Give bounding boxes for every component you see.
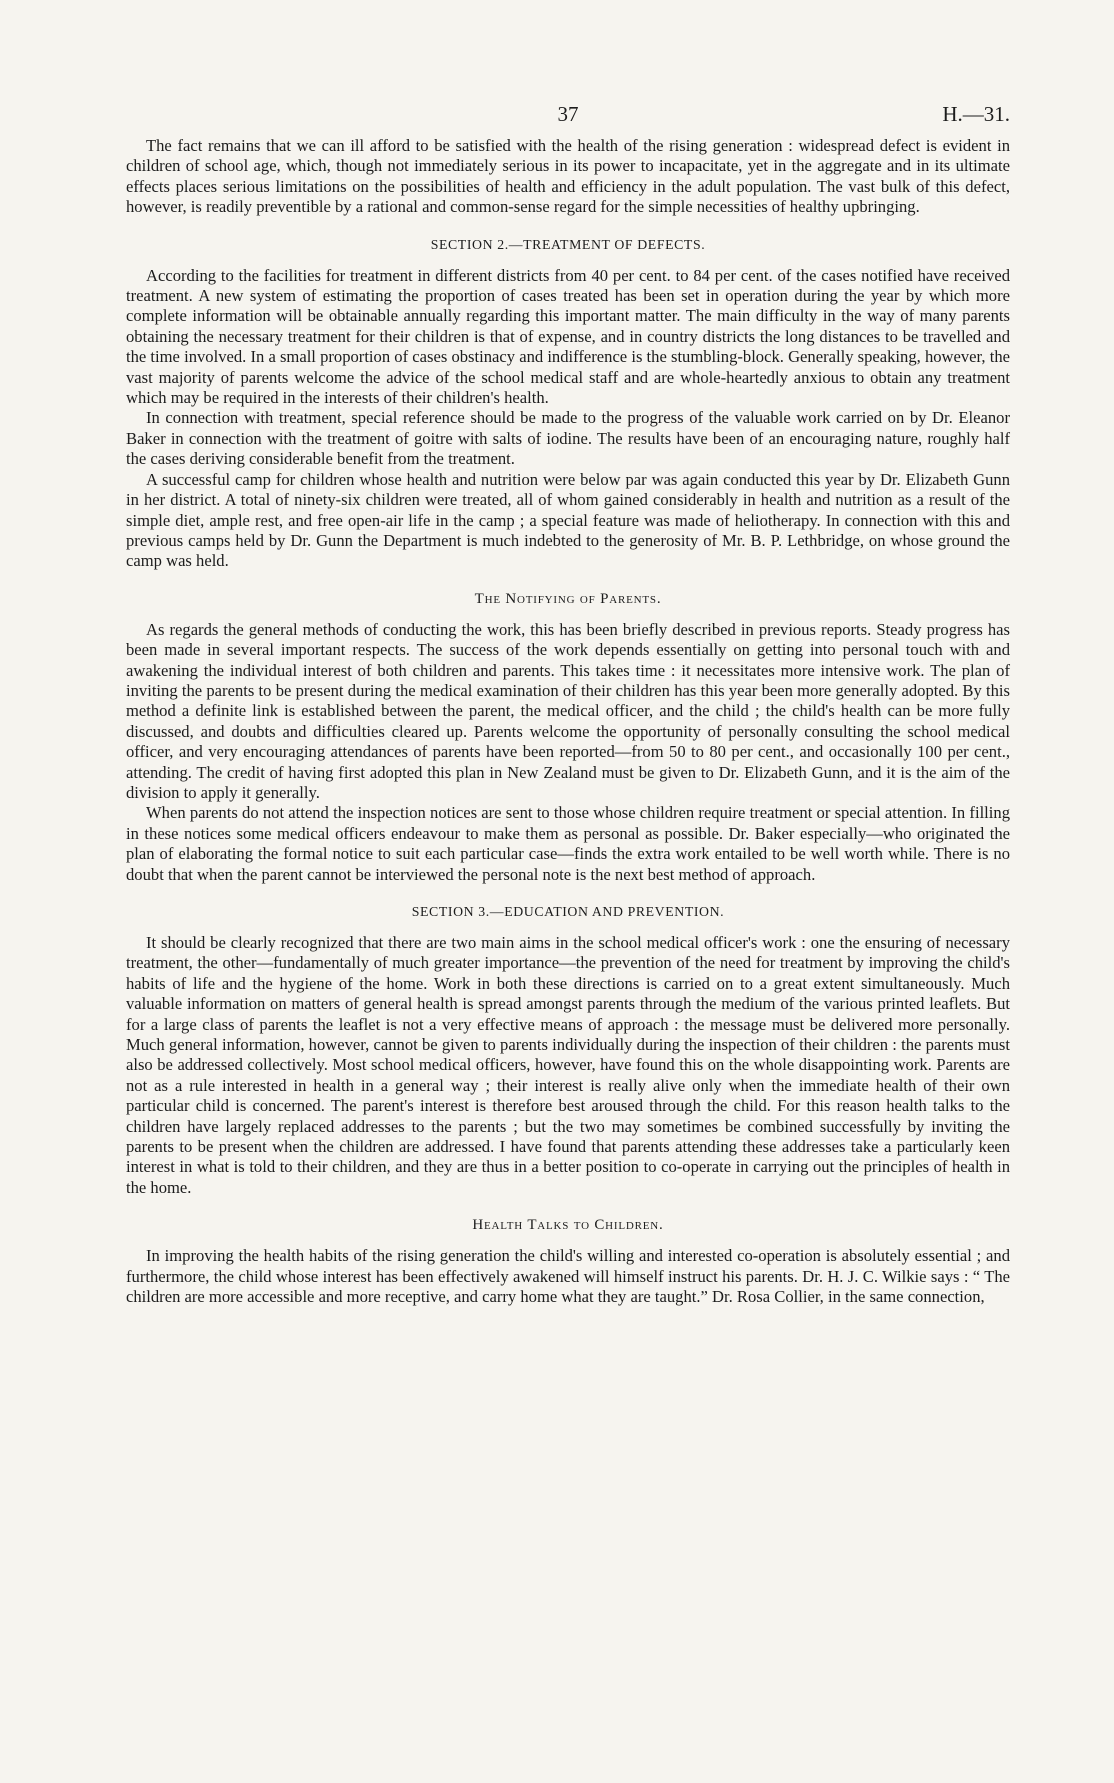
- document-reference: H.—31.: [942, 102, 1010, 126]
- notifying-paragraph-1: As regards the general methods of conducting the work, this has been briefly described in previous reports. Steady progress has been made in several important respects. The success of the work depends essentially on getting into personal touch with and awakening the individual interest of both children and parents. This takes time : it necessitates more intensive work. The plan of inviting the parents to be present during the medical examination of their children has this year been more generally adopted. By this method a definite link is established between the parent, the medical officer, and the child ; the child's health can be more fully discussed, and doubts and difficulties cleared up. Parents welcome the opportunity of personally consulting the school medical officer, and very encouraging attendances of parents have been reported—from 50 to 80 per cent., and occasionally 100 per cent., attending. The credit of having first adopted this plan in New Zealand must be given to Dr. Elizabeth Gunn, and it is the aim of the division to apply it generally.: [126, 619, 1010, 802]
- section-3-heading: SECTION 3.—EDUCATION AND PREVENTION.: [411, 904, 725, 919]
- health-talks-paragraph-1: In improving the health habits of the rising generation the child's willing and interested co-operation is absolutely essential ; and furthermore, the child whose interest has been effectively awakened will himself instruct his parents. Dr. H. J. C. Wilkie says : “ The children are more accessible and more receptive, and carry home what they are taught.” Dr. Rosa Collier, in the same connection,: [126, 1246, 1010, 1307]
- section-2-paragraph-2: In connection with treatment, special reference should be made to the progress of the valuable work carried on by Dr. Eleanor Baker in connection with the treatment of goitre with salts of iodine. The results have been of an encouraging nature, roughly half the cases deriving considerable benefit from the treatment.: [126, 408, 1010, 469]
- section-2-heading: SECTION 2.—TREATMENT OF DEFECTS.: [430, 236, 706, 252]
- section-2-paragraph-1: According to the facilities for treatment in different districts from 40 per cent. to 84 per cent. of the cases notified have received treatment. A new system of estimating the proportion of cases treated has been set in operation during the year by which more complete information will be obtainable annually regarding this important matter. The main difficulty in the way of many parents obtaining the necessary treatment for their children is that of expense, and in country districts the long distances to be travelled and the time involved. In a small proportion of cases obstinacy and indifference is the stumbling-block. Generally speaking, however, the vast majority of parents welcome the advice of the school medical staff and are whole-heartedly anxious to obtain any treatment which may be required in the interests of their children's health.: [126, 265, 1010, 408]
- document-page: [126, 96, 1010, 1308]
- notifying-paragraph-2: When parents do not attend the inspection notices are sent to those whose children require treatment or special attention. In filling in these notices some medical officers endeavour to make them as personal as possible. Dr. Baker especially—who originated the plan of elaborating the formal notice to suit each particular case—finds the extra work entailed to be well worth while. There is no doubt that when the parent cannot be interviewed the personal note is the next best method of approach.: [126, 803, 1010, 884]
- section-2-paragraph-3: A successful camp for children whose health and nutrition were below par was again conducted this year by Dr. Elizabeth Gunn in her district. A total of ninety-six children were treated, all of whom gained considerably in health and nutrition as a result of the simple diet, ample rest, and free open-air life in the camp ; a special feature was made of heliotherapy. In connection with this and previous camps held by Dr. Gunn the Department is much indebted to the generosity of Mr. B. P. Lethbridge, on whose ground the camp was held.: [126, 469, 1010, 571]
- notifying-parents-heading: The Notifying of Parents.: [474, 590, 662, 607]
- section-3-paragraph-1: It should be clearly recognized that there are two main aims in the school medical officer's work : one the ensuring of necessary treatment, the other—fundamentally of much greater importance—the prevention of the need for treatment by improving the child's habits of life and the hygiene of the home. Work in both these directions is carried on to a great extent simultaneously. Much valuable information on matters of general health is spread amongst parents through the medium of the various printed leaflets. But for a large class of parents the leaflet is not a very effective means of approach : the message must be delivered more personally. Much general information, however, cannot be given to parents individually during the inspection of their children : the parents must also be addressed collectively. Most school medical officers, however, have found this on the whole disappointing work. Parents are not as a rule interested in health in a general way ; their interest is really alive only when the immediate health of their own particular child is concerned. The parent's interest is therefore best aroused through the child. For this reason health talks to the children have largely replaced addresses to the parents ; but the two may sometimes be combined successfully by inviting the parents to be present when the children are addressed. I have found that parents attending these addresses take a particularly keen interest in what is told to their children, and they are thus in a better position to co-operate in carrying out the principles of health in the home.: [126, 933, 1010, 1197]
- page-header: [126, 96, 1010, 136]
- health-talks-heading: Health Talks to Children.: [472, 1217, 664, 1234]
- intro-paragraph: The fact remains that we can ill afford to be satisfied with the health of the rising generation : widespread defect is evident in children of school age, which, though not immediately serious in its power to incapacitate, yet in the aggregate and in its ultimate effects places serious limitations on the possibilities of health and efficiency in the adult population. The vast bulk of this defect, however, is readily preventible by a rational and common-sense regard for the simple necessities of healthy upbringing.: [126, 136, 1010, 217]
- page-number: 37: [557, 102, 579, 126]
